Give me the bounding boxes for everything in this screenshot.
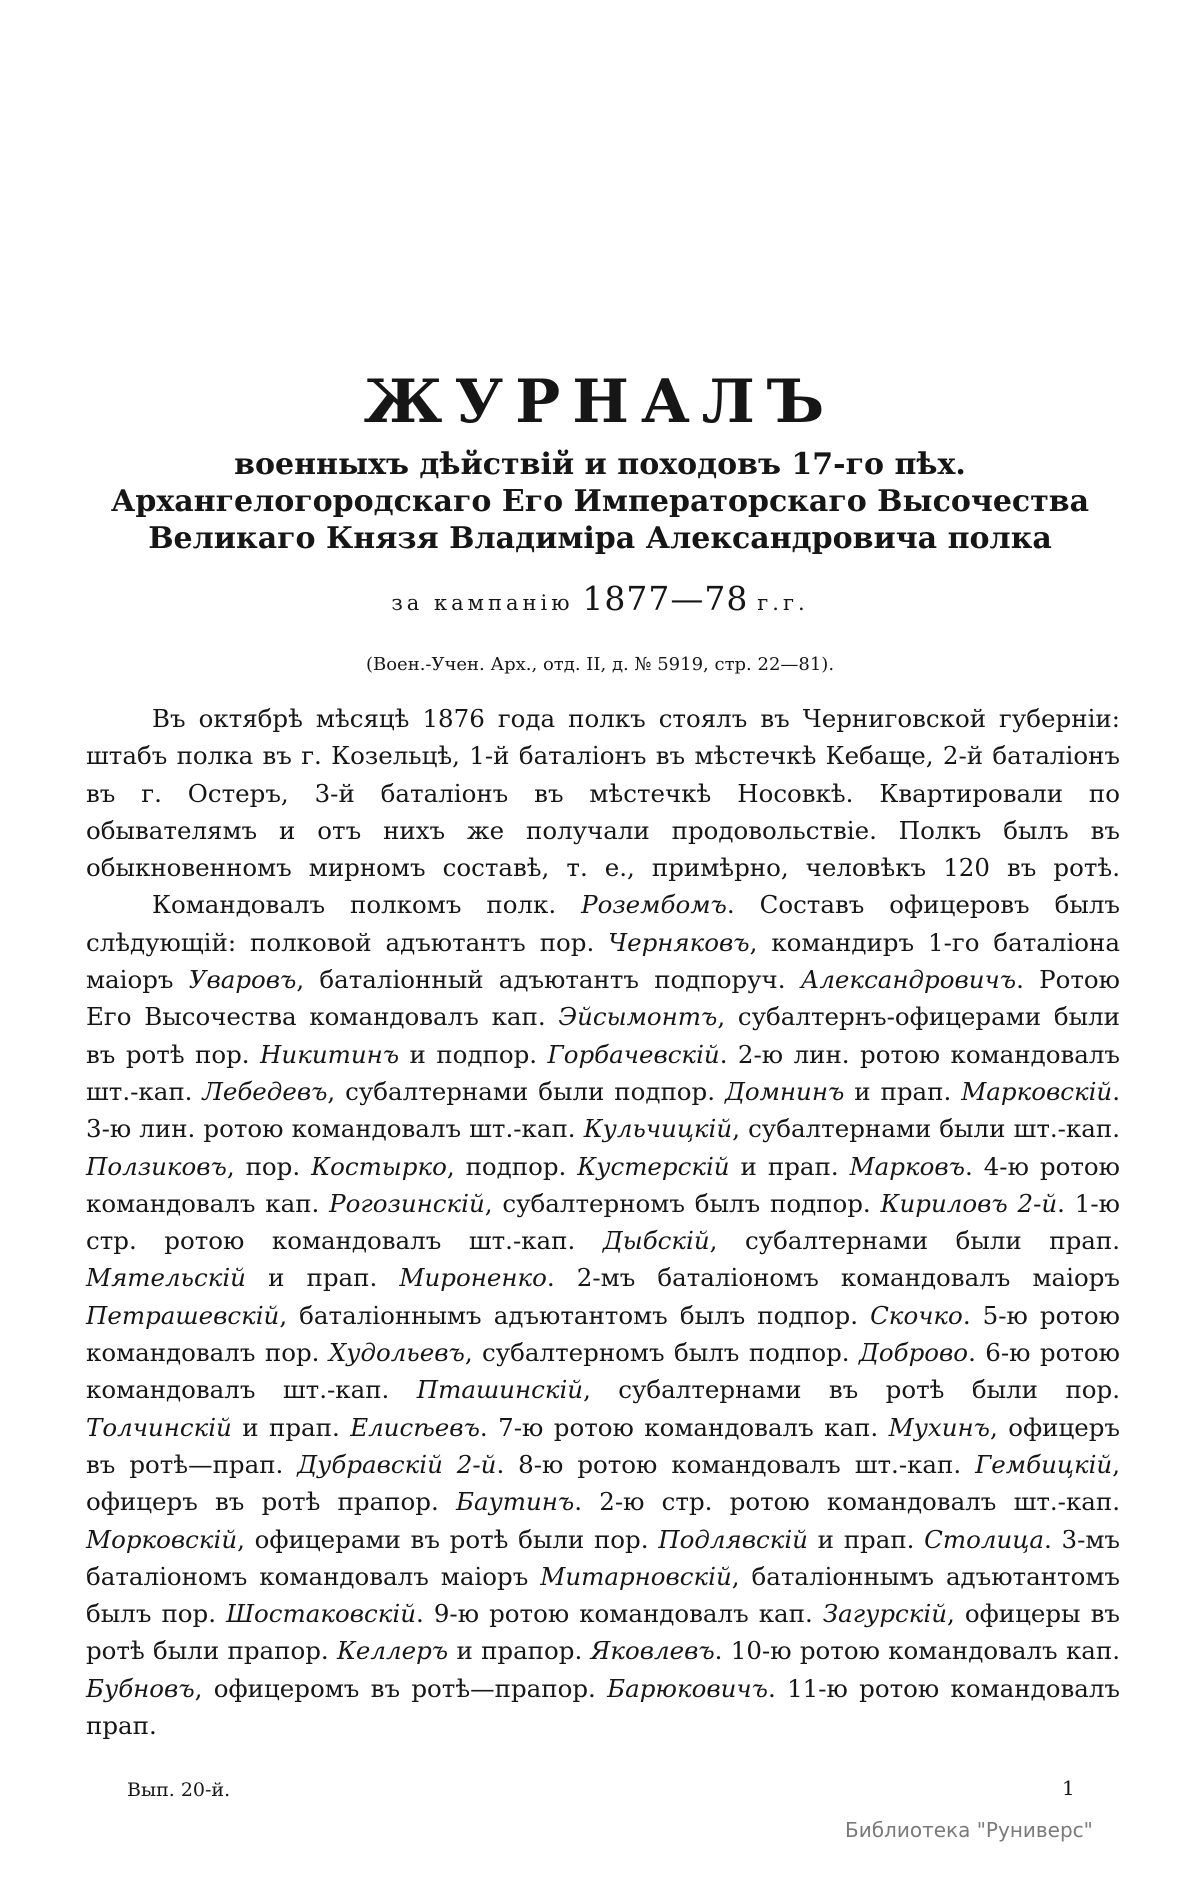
officer-name: Яковлевъ (590, 1636, 715, 1666)
body-text (86, 700, 1120, 1744)
text-run: и прапор. (448, 1636, 591, 1666)
officer-name: Гембицкій (975, 1449, 1113, 1479)
text-run: . 4-ю ротою командовалъ кап. (86, 1151, 1120, 1218)
officer-name: Горбачевскій (547, 1039, 720, 1069)
text-run: , подпор. (446, 1151, 578, 1181)
text-run: , баталіоннымъ адъютантомъ былъ подпор. (279, 1300, 871, 1330)
officer-name: Костырко (311, 1151, 447, 1181)
campaign-suffix: г.г. (757, 591, 809, 615)
officer-name: Митарновскій (540, 1561, 732, 1591)
officer-name: Эйсымонтъ (558, 1002, 718, 1032)
officer-name: Лебедевъ (202, 1076, 328, 1106)
officer-name: Александровичъ (800, 965, 1017, 995)
text-run: и прап. (245, 1263, 400, 1293)
archive-source: (Воен.-Учен. Арх., отд. II, д. № 5919, стр. 22—81). (365, 654, 835, 675)
text-run: , субалтернами были прап. (709, 1226, 1121, 1256)
text-run: , субалтерномъ былъ подпор. (464, 1338, 859, 1368)
officer-name: Марковскій (961, 1076, 1113, 1106)
text-run: , субалтернами были подпор. (327, 1076, 725, 1106)
officer-name: Загурскій (822, 1599, 947, 1629)
text-run: . 11-ю ротою командовалъ прап. (86, 1673, 1120, 1741)
text-run: Командовалъ полкомъ полк. (152, 890, 582, 920)
paragraph-1: Въ октябрѣ мѣсяцѣ 1876 года полкъ стоялъ въ Черниговской губерніи: штабъ полка въ г. Козельцѣ, 1-й баталіонъ въ мѣстечкѣ Кебаще, 2-й баталіонъ въ г. Остеръ, 3-й баталіонъ въ мѣстечкѣ Носовкѣ. Квартировали по обывателямъ и отъ нихъ же получали продовольствіе. Полкъ былъ въ обыкновенномъ мирномъ составѣ, т. е., примѣрно, человѣкъ 120 въ ротѣ. (86, 704, 1120, 883)
officer-name: Дыбскій (602, 1226, 710, 1256)
officer-name: Барюковичъ (607, 1673, 768, 1703)
text-run: , офицерами въ ротѣ были пор. (237, 1524, 659, 1554)
text-run: . Ротою Его Высочества командовалъ кап. (86, 965, 1120, 1032)
text-run: , командиръ 1-го баталіона маіоръ (86, 927, 1120, 995)
officer-name: Рогозинскій (329, 1188, 485, 1218)
campaign-line (0, 579, 1200, 620)
text-run: , субалтерномъ былъ подпор. (484, 1188, 881, 1218)
officer-name: Бубновъ (86, 1673, 195, 1703)
officer-name: Доброво (858, 1338, 969, 1368)
officer-name: Шостаковскій (226, 1599, 416, 1629)
officer-name: Марковъ (849, 1151, 965, 1181)
issue-number: Вып. 20-й. (127, 1779, 231, 1801)
text-run: , субалтернъ-офицерами были въ ротѣ пор. (86, 1002, 1121, 1069)
officer-name: Дубравскій 2-й (297, 1449, 497, 1479)
text-run: , пор. (226, 1151, 312, 1181)
officer-name: Толчинскій (86, 1412, 232, 1442)
officer-name: Кириловъ 2-й (880, 1188, 1058, 1218)
subtitle: военныхъ дѣйствій и походовъ 17-го пѣх. Архангелогородскаго Его Императорскаго Высочества Великаго Князя Владиміра Александровича полка (110, 447, 1090, 556)
officer-name: Никитинъ (260, 1039, 400, 1069)
text-run: , офицеры въ ротѣ были прапор. (86, 1599, 1120, 1666)
text-run: и прап. (844, 1076, 962, 1106)
text-run: . 2-ю лин. ротою командовалъ шт.-кап. (86, 1039, 1120, 1106)
officer-name: Домнинъ (724, 1076, 845, 1106)
officer-name: Елисѣевъ (350, 1412, 480, 1442)
officer-name: Кульчицкій (583, 1114, 733, 1144)
text-run: . 1-ю стр. ротою командовалъ шт.-кап. (86, 1188, 1120, 1256)
officer-name: Скочко (870, 1300, 963, 1330)
officer-name: Кустерскій (577, 1151, 730, 1181)
officer-name: Петрашевскій (86, 1300, 280, 1330)
officer-name: Мятельскій (86, 1263, 246, 1293)
text-run: , офицеръ въ ротѣ прапор. (86, 1449, 1120, 1517)
text-run: , субалтернами были шт.-кап. (732, 1114, 1120, 1144)
paragraph-2 (86, 886, 1120, 1744)
text-run: , субалтернами въ ротѣ были пор. (583, 1375, 1121, 1405)
text-run: и прап. (729, 1151, 850, 1181)
text-run: . 2-мъ баталіономъ командовалъ маіоръ (546, 1263, 1120, 1293)
officer-name: Баутинъ (455, 1487, 575, 1517)
officer-name: Столица (924, 1524, 1044, 1554)
text-run: и прап. (807, 1524, 925, 1554)
text-run: , офицеромъ въ ротѣ—прапор. (194, 1673, 608, 1703)
officer-name: Ползиковъ (86, 1151, 227, 1181)
officer-name: Морковскій (86, 1524, 238, 1554)
library-watermark: Библиотека "Руниверс" (845, 1818, 1093, 1842)
text-run: . 5-ю ротою командовалъ пор. (86, 1300, 1120, 1368)
officer-name: Пташинскій (416, 1375, 584, 1405)
officer-name: Худольевъ (328, 1338, 465, 1368)
officer-name: Розембомъ (581, 890, 727, 920)
officer-name: Келлеръ (336, 1636, 449, 1666)
text-run: . 10-ю ротою командовалъ кап. (714, 1636, 1120, 1666)
officer-name: Подлявскій (658, 1524, 808, 1554)
campaign-prefix: за кампанію (391, 591, 574, 615)
text-run: и подпор. (399, 1039, 548, 1069)
officer-name: Уваровъ (188, 965, 297, 995)
text-run: . 3-ю лин. ротою командовалъ шт.-кап. (86, 1076, 1120, 1144)
text-run: . 8-ю ротою командовалъ шт.-кап. (496, 1449, 976, 1479)
text-run: , баталіонный адъютантъ подпоруч. (296, 965, 801, 995)
text-run: . Составъ офицеровъ былъ слѣдующій: полковой адъютантъ пор. (86, 890, 1120, 957)
officer-name: Черняковъ (608, 927, 750, 957)
text-run: . 7-ю ротою командовалъ кап. (479, 1412, 889, 1442)
text-run: . 9-ю ротою командовалъ кап. (415, 1599, 823, 1629)
text-run: . 2-ю стр. ротою командовалъ шт.-кап. (574, 1487, 1120, 1517)
text-run: , баталіоннымъ адъютантомъ былъ пор. (86, 1561, 1120, 1629)
text-run: , офицеръ въ ротѣ—прап. (86, 1412, 1120, 1479)
officer-name: Мухинъ (888, 1412, 990, 1442)
text-run: . 3-мъ баталіономъ командовалъ маіоръ (86, 1524, 1120, 1591)
page-number: 1 (1062, 1776, 1075, 1800)
text-run: и прап. (231, 1412, 351, 1442)
campaign-years: 1877—78 (582, 579, 749, 618)
text-run: . 6-ю ротою командовалъ шт.-кап. (86, 1338, 1120, 1405)
officer-name: Мироненко (399, 1263, 547, 1293)
page-title: ЖУРНАЛЪ (363, 367, 837, 437)
